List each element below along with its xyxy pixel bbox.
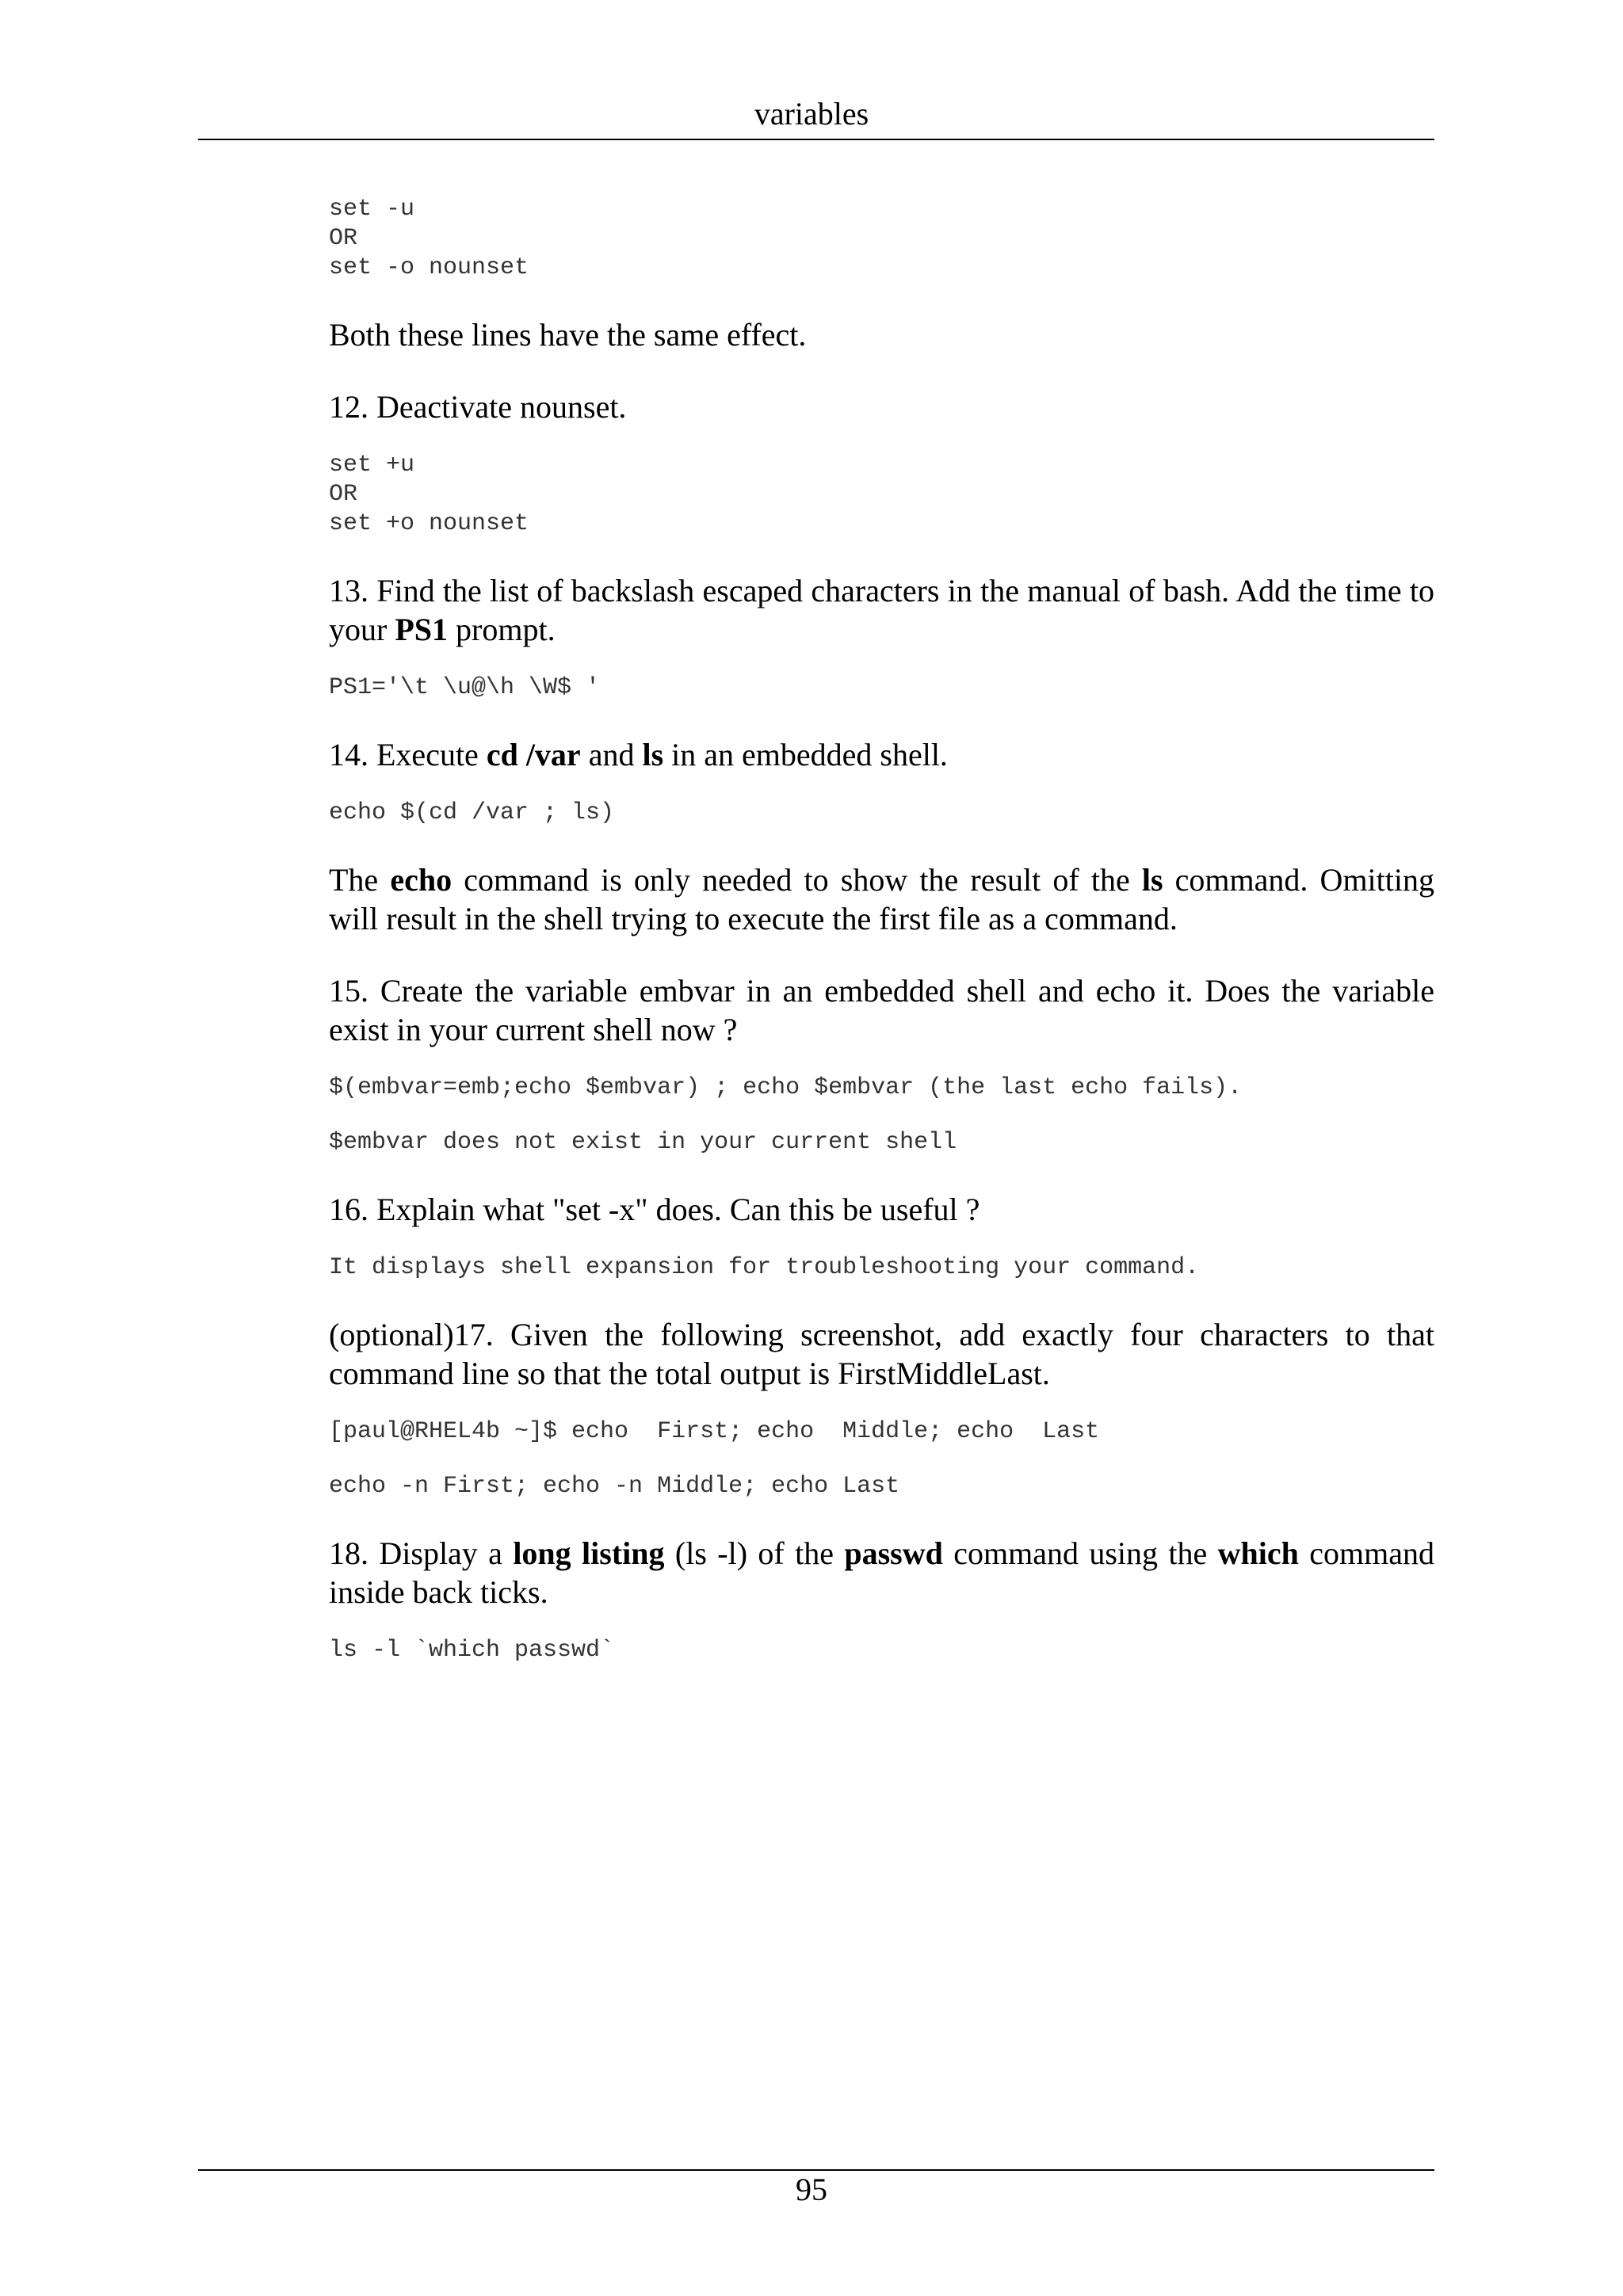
body-paragraph (329, 860, 1434, 938)
code-line: echo $(cd /var ; ls) (329, 799, 615, 826)
code-block (329, 195, 1434, 283)
block-spacer (329, 649, 1434, 673)
code-line: set -u (329, 196, 415, 223)
text-run: and (580, 737, 643, 772)
code-line: set -o nounset (329, 254, 529, 281)
running-header: variables (754, 96, 869, 132)
block-spacer (329, 1049, 1434, 1074)
bold-term: cd /var (486, 737, 581, 772)
text-run: command is only needed to show the result of the (452, 862, 1142, 898)
code-line: OR (329, 481, 358, 508)
text-run: command inside back ticks. (329, 1535, 1434, 1610)
header-rule (198, 139, 1434, 140)
block-spacer (329, 774, 1434, 799)
code-line: ls -l `which passwd` (329, 1637, 615, 1664)
bold-term: ls (1141, 862, 1163, 898)
bold-term: passwd (844, 1535, 943, 1571)
code-block (329, 799, 1434, 828)
body-paragraph: Both these lines have the same effect. (329, 317, 807, 353)
text-run: in an embedded shell. (663, 737, 948, 772)
bold-term: ls (642, 737, 664, 772)
text-run: 14. Execute (329, 737, 487, 772)
block-spacer (329, 1447, 1434, 1472)
block-spacer (329, 1158, 1434, 1190)
code-block (329, 1472, 1434, 1501)
block-spacer (329, 283, 1434, 315)
code-line: OR (329, 225, 358, 252)
bold-term: long listing (513, 1535, 665, 1571)
code-block (329, 1636, 1434, 1665)
body-paragraph: 15. Create the variable embvar in an embedded shell and echo it. Does the variable exist in your current shell now ? (329, 973, 1434, 1047)
code-line: echo -n First; echo -n Middle; echo Last (329, 1473, 900, 1500)
text-run: prompt. (448, 612, 556, 647)
block-spacer (329, 1501, 1434, 1534)
body-paragraph (329, 571, 1434, 649)
code-block (329, 673, 1434, 703)
code-line: $embvar does not exist in your current shell (329, 1129, 957, 1156)
code-line: set +u (329, 452, 415, 479)
block-spacer (329, 1283, 1434, 1315)
page-body (329, 195, 1434, 1665)
block-spacer (329, 828, 1434, 860)
block-spacer (329, 1229, 1434, 1253)
code-line: It displays shell expansion for troubleshooting your command. (329, 1254, 1200, 1281)
bold-term: echo (390, 862, 453, 898)
text-run: 13. Find the list of backslash escaped characters in the manual of bash. Add the time to your (329, 573, 1434, 647)
block-spacer (329, 938, 1434, 971)
code-line: set +o nounset (329, 510, 529, 537)
block-spacer (329, 426, 1434, 451)
block-spacer (329, 1103, 1434, 1128)
code-block (329, 1417, 1434, 1447)
block-spacer (329, 1611, 1434, 1636)
block-spacer (329, 703, 1434, 735)
code-line: PS1='\t \u@\h \W$ ' (329, 674, 601, 701)
text-run: The (329, 862, 391, 898)
page-number: 95 (796, 2172, 827, 2207)
body-paragraph: 16. Explain what "set -x" does. Can this be useful ? (329, 1192, 980, 1227)
body-paragraph: (optional)17. Given the following screenshot, add exactly four characters to that command line so that the total output is FirstMiddleLast. (329, 1317, 1434, 1391)
text-run: command using the (942, 1535, 1218, 1571)
text-run: command. Omitting will result in the shell trying to execute the first file as a command. (329, 862, 1435, 936)
body-paragraph: 12. Deactivate nounset. (329, 389, 627, 425)
bold-term: PS1 (395, 612, 449, 647)
block-spacer (329, 1393, 1434, 1417)
text-run: (ls -l) of the (664, 1535, 845, 1571)
code-line: [paul@RHEL4b ~]$ echo First; echo Middle; echo Last (329, 1418, 1100, 1445)
block-spacer (329, 539, 1434, 571)
text-run: 18. Display a (329, 1535, 514, 1571)
code-block (329, 1128, 1434, 1158)
body-paragraph (329, 735, 1434, 774)
code-block (329, 1074, 1434, 1103)
body-paragraph (329, 1534, 1434, 1611)
code-block (329, 1253, 1434, 1283)
block-spacer (329, 354, 1434, 387)
code-block (329, 451, 1434, 539)
bold-term: which (1217, 1535, 1299, 1571)
code-line: $(embvar=emb;echo $embvar) ; echo $embvar (the last echo fails). (329, 1074, 1243, 1101)
